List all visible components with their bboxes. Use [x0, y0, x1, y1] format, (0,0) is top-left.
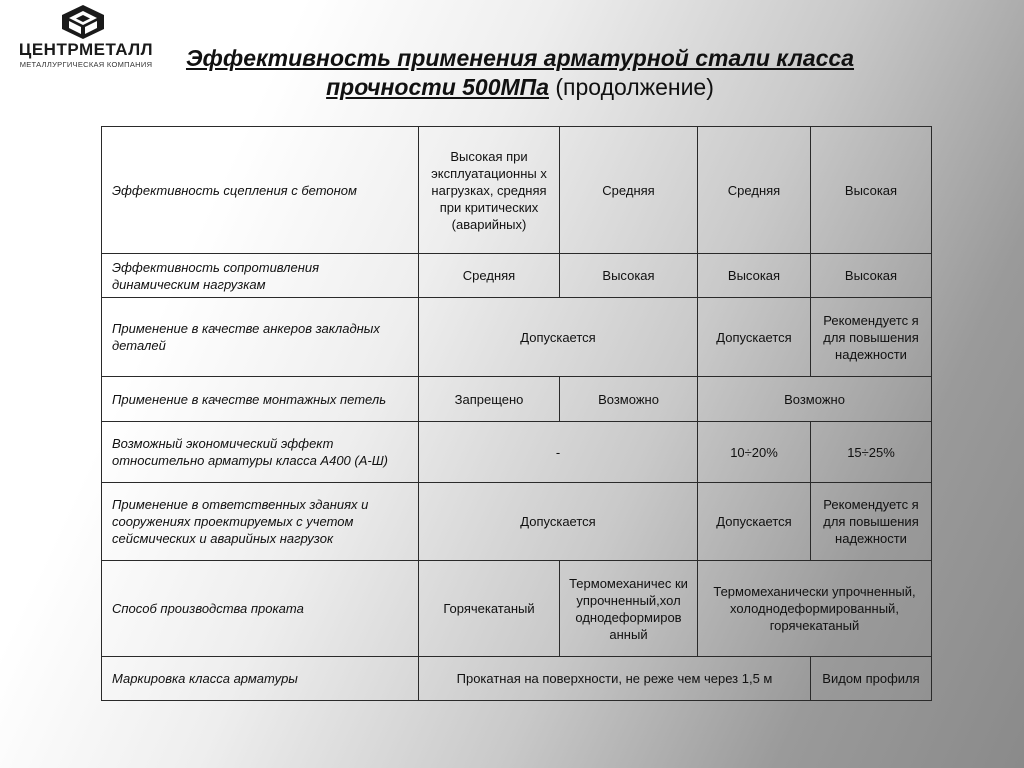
- title-line-2-rest: (продолжение): [549, 74, 714, 100]
- table-cell: Допускается: [698, 298, 811, 377]
- table-cell: Средняя: [698, 127, 811, 254]
- row-label: Маркировка класса арматуры: [102, 657, 419, 701]
- title-line-2-emphasis: прочности 500МПа: [326, 74, 549, 100]
- logo-company-subtitle: МЕТАЛЛУРГИЧЕСКАЯ КОМПАНИЯ: [19, 60, 153, 69]
- table-cell: Высокая: [698, 254, 811, 298]
- table-cell: 15÷25%: [811, 422, 932, 483]
- row-label: Возможный экономический эффект относительно арматуры класса А400 (А-Ш): [102, 422, 419, 483]
- table-cell: Высокая: [560, 254, 698, 298]
- table-cell: Рекомендуетс я для повышения надежности: [811, 483, 932, 561]
- table-row: [102, 561, 932, 657]
- table-cell: Термомеханически упрочненный, холоднодеформированный, горячекатаный: [698, 561, 932, 657]
- row-label: Применение в ответственных зданиях и сооружениях проектируемых с учетом сейсмических и аварийных нагрузок: [102, 483, 419, 561]
- row-label: Применение в качестве анкеров закладных деталей: [102, 298, 419, 377]
- table-cell: Допускается: [419, 298, 698, 377]
- row-label: Эффективность сцепления с бетоном: [102, 127, 419, 254]
- table-cell: Запрещено: [419, 377, 560, 422]
- table-cell: Высокая: [811, 254, 932, 298]
- logo-company-name: ЦЕНТРМЕТАЛЛ: [18, 40, 154, 59]
- table-cell: Прокатная на поверхности, не реже чем через 1,5 м: [419, 657, 811, 701]
- table-cell: Допускается: [419, 483, 698, 561]
- table-row: [102, 298, 932, 377]
- table-cell: Возможно: [698, 377, 932, 422]
- table-cell: Высокая: [811, 127, 932, 254]
- table-row: [102, 254, 932, 298]
- table-cell: Горячекатаный: [419, 561, 560, 657]
- table-cell: Термомеханичес ки упрочненный,хол однодеформиров анный: [560, 561, 698, 657]
- table-row: [102, 483, 932, 561]
- table-cell: Средняя: [560, 127, 698, 254]
- row-label: Применение в качестве монтажных петель: [102, 377, 419, 422]
- table-cell: 10÷20%: [698, 422, 811, 483]
- centrmetall-logo-icon: [60, 4, 106, 40]
- title-line-1: Эффективность применения арматурной стали класса: [185, 45, 855, 71]
- table-row: [102, 377, 932, 422]
- table-cell: Средняя: [419, 254, 560, 298]
- row-label: Эффективность сопротивления динамическим нагрузкам: [102, 254, 419, 298]
- comparison-table: [101, 126, 932, 701]
- table-cell: -: [419, 422, 698, 483]
- table-cell: Видом профиля: [811, 657, 932, 701]
- table-row: [102, 127, 932, 254]
- row-label: Способ производства проката: [102, 561, 419, 657]
- slide-title: [150, 44, 890, 102]
- table-cell: Допускается: [698, 483, 811, 561]
- table-cell: Возможно: [560, 377, 698, 422]
- table-row: [102, 422, 932, 483]
- table-cell: Рекомендуетс я для повышения надежности: [811, 298, 932, 377]
- table-row: [102, 657, 932, 701]
- table-cell: Высокая при эксплуатационны х нагрузках, средняя при критических (аварийных): [419, 127, 560, 254]
- company-logo: [6, 4, 162, 68]
